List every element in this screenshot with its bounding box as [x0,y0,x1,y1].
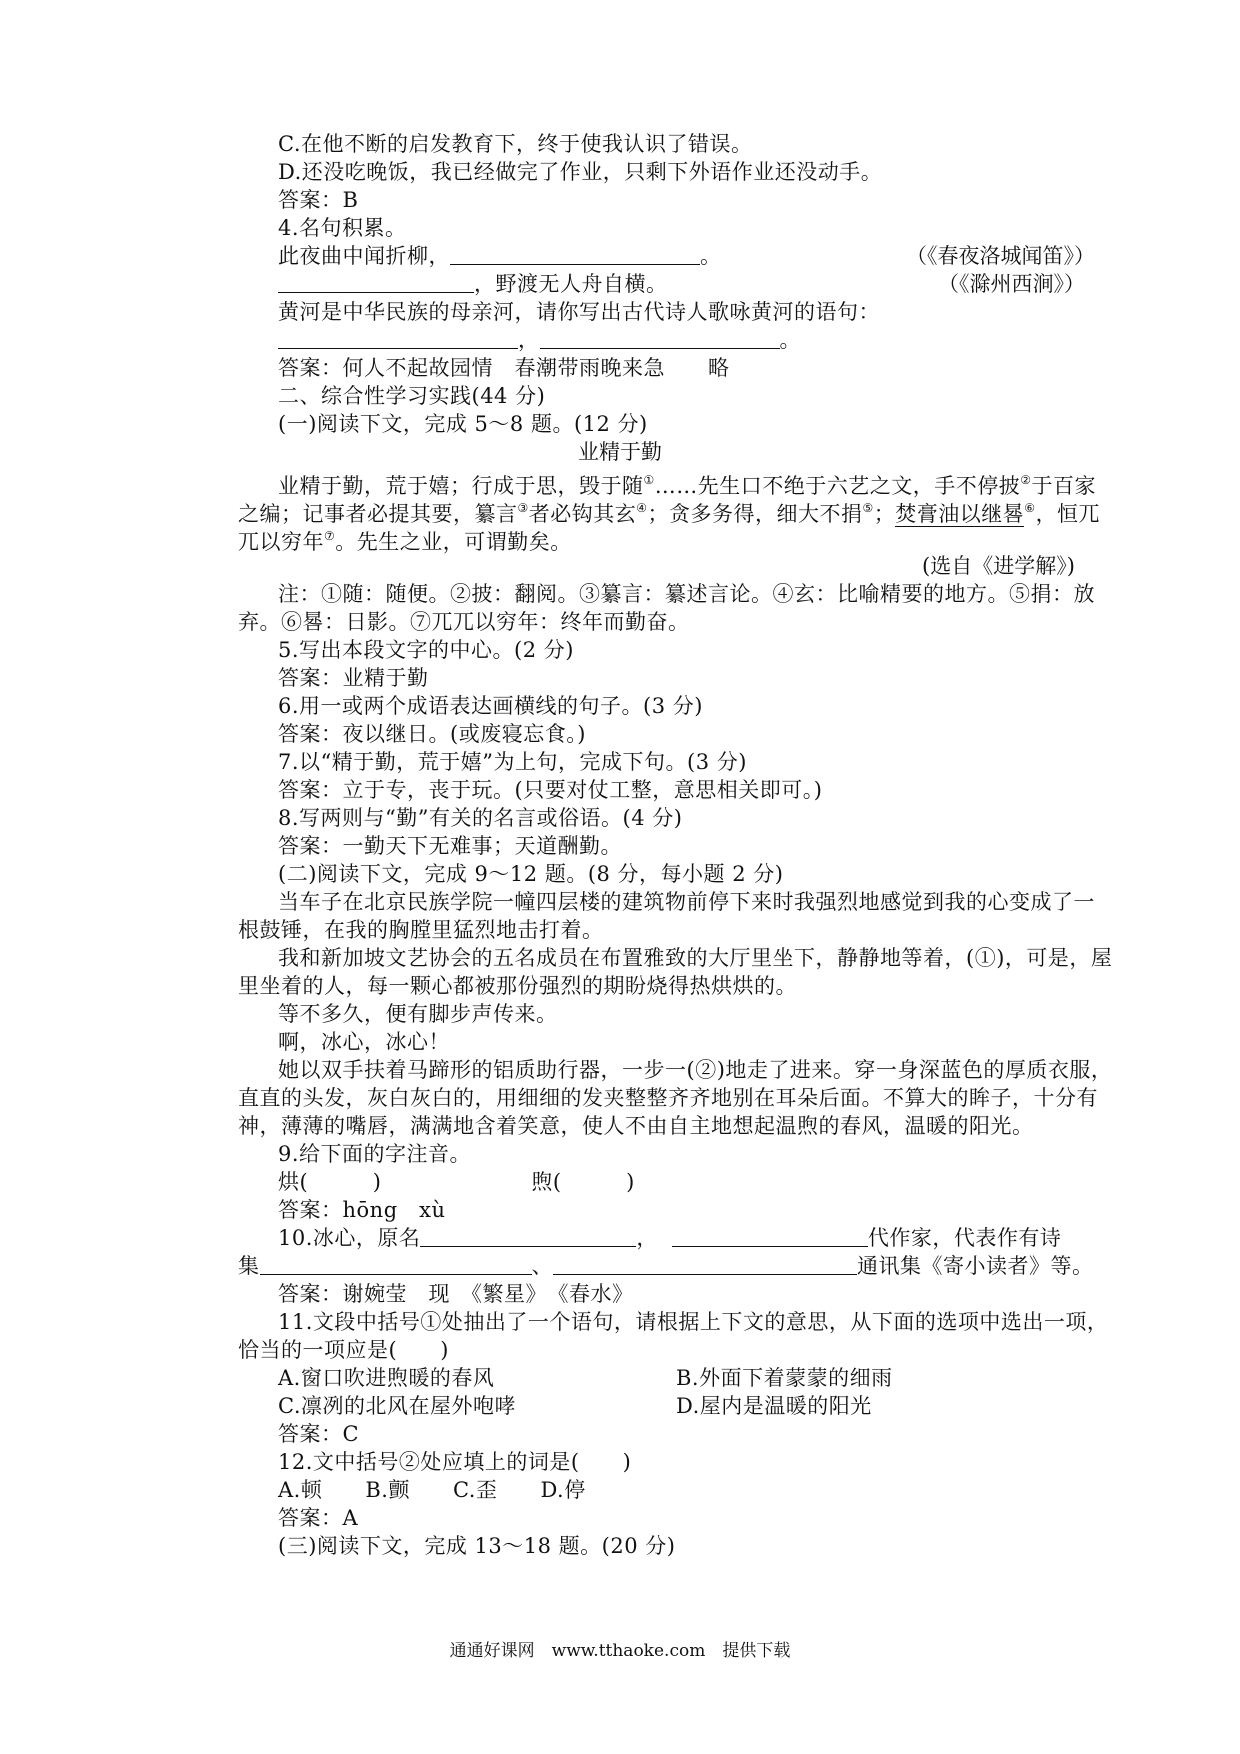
q4-answer: 答案：何人不起故园情 春潮带雨晚来急 略 [278,356,730,380]
q5-answer: 答案：业精于勤 [278,666,429,690]
q12: 12.文中括号②处应填上的词是( ) [278,1450,632,1474]
part2-p2-line2: 里坐着的人，每一颗心都被那份强烈的期盼烧得热烘烘的。 [238,974,797,998]
q7: 7.以“精于勤，荒于嬉”为上句，完成下句。(3 分) [278,750,747,774]
q4-blank-4[interactable] [540,328,780,349]
q3-option-c: C.在他不断的启发教育下，终于使我认识了错误。 [278,132,753,156]
q6: 6.用一或两个成语表达画横线的句子。(3 分) [278,694,703,718]
notes-line-1: 注：①随：随便。②披：翻阅。③纂言：纂述言论。④玄：比喻精要的地方。⑤捐：放 [278,582,1095,606]
part2-p5-line1: 她以双手扶着马蹄形的铝质助行器，一步一(②)地走了进来。穿一身深蓝色的厚质衣服， [278,1058,1113,1082]
passage-text: 之编；记事者必提其要，纂言 [238,502,518,526]
q11-option-a[interactable]: A.窗口吹进煦暖的春风 [278,1366,495,1390]
passage-text: ； [873,502,896,526]
q7-answer: 答案：立于专，丧于玩。(只要对仗工整，意思相关即可。) [278,778,823,802]
passage-text: ；贪多务得，细大不捐 [647,502,863,526]
q10-blank-era[interactable] [672,1226,868,1247]
part2-p1-line2: 根鼓锤，在我的胸膛里猛烈地击打着。 [238,918,604,942]
q12-answer: 答案：A [278,1506,359,1530]
q9-answer: 答案：hōng xù [278,1198,446,1222]
q11-option-b[interactable]: B.外面下着蒙蒙的细雨 [676,1366,893,1390]
q9: 9.给下面的字注音。 [278,1142,472,1166]
q3-option-d: D.还没吃晚饭，我已经做完了作业，只剩下外语作业还没动手。 [278,160,883,184]
passage-text: 者必钩其玄 [528,502,637,526]
note-marker: ③ [517,501,529,515]
passage-text: 业精于勤，荒于嬉；行成于思，毁于随 [278,474,644,498]
q10-blank-name[interactable] [420,1226,636,1247]
passage-line-3 [0,522,1240,556]
q4-source-2: （《滁州西涧》） [938,272,1085,296]
q10-text: 10.冰心，原名 [278,1226,421,1250]
notes-line-2: 弃。⑥晷：日影。⑦兀兀以穷年：终年而勤奋。 [238,610,690,634]
part3-intro: (三)阅读下文，完成 13～18 题。(20 分) [278,1534,676,1558]
q8-answer: 答案：一勤天下无难事；天道酬勤。 [278,834,622,858]
q3-answer: 答案：B [278,188,359,212]
q10-text: 通讯集《寄小读者》等。 [857,1254,1094,1278]
q10-text: 集 [238,1254,260,1278]
note-marker: ⑤ [862,501,874,515]
note-marker: ⑥ [1024,501,1036,515]
section-2-title: 二、综合性学习实践(44 分) [278,384,546,408]
passage-source: (选自《进学解》) [922,554,1075,578]
q11-option-c[interactable]: C.凛冽的北风在屋外咆哮 [278,1394,516,1418]
part2-intro: (二)阅读下文，完成 9～12 题。(8 分，每小题 2 分) [278,862,784,886]
q10-text: 、 [531,1254,553,1278]
q4-blank-1[interactable] [450,244,700,265]
q11-line1: 11.文段中括号①处抽出了一个语句，请根据上下文的意思，从下面的选项中选出一项， [278,1310,1109,1334]
q4-line2-suffix: ，野渡无人舟自横。 [474,272,668,296]
passage-title: 业精于勤 [578,440,662,464]
q4-line4 [0,326,1240,354]
q10-blank-work2[interactable] [553,1254,857,1275]
part2-p5-line3: 神，薄薄的嘴唇，满满地含着笑意，使人不由自主地想起温煦的春风，温暖的阳光。 [238,1114,1034,1138]
note-marker: ② [1020,473,1032,487]
part2-p4: 啊，冰心，冰心！ [278,1030,450,1054]
q4-line1-prefix: 此夜曲中闻折柳， [278,244,450,268]
q9-blanks [0,1168,1240,1196]
q4-line3: 黄河是中华民族的母亲河，请你写出古代诗人歌咏黄河的语句： [278,300,880,324]
q8: 8.写两则与“勤”有关的名言或俗语。(4 分) [278,806,683,830]
part2-p5-line2: 直直的头发，灰白灰白的，用细细的发夹整整齐齐地别在耳朵后面。不算大的眸子，十分有 [238,1086,1098,1110]
q10-text: ， [636,1226,658,1250]
note-marker: ① [643,473,655,487]
q4-blank-3[interactable] [278,328,518,349]
passage-text: ，恒兀 [1035,502,1101,526]
q11-line2: 恰当的一项应是( ) [238,1338,449,1362]
passage-text: 兀以穷年 [238,530,324,554]
passage-text: ……先生口不绝于六艺之文，手不停披 [654,474,1021,498]
part2-p3: 等不多久，便有脚步声传来。 [278,1002,558,1026]
q5: 5.写出本段文字的中心。(2 分) [278,638,574,662]
underlined-sentence: 焚膏油以继晷 [895,502,1025,526]
part2-p1-line1: 当车子在北京民族学院一幢四层楼的建筑物前停下来时我强烈地感觉到我的心变成了一 [278,890,1095,914]
q4-blank-2[interactable] [278,272,474,293]
q4-line4-end: 。 [779,328,801,352]
part2-p2-line1: 我和新加坡文艺协会的五名成员在布置雅致的大厅里坐下，静静地等着，(①)，可是，屋 [278,946,1113,970]
q10-answer: 答案：谢婉莹 现 《繁星》 《春水》 [278,1282,634,1306]
q4-line4-comma: ， [518,328,540,352]
q6-answer: 答案：夜以继日。(或废寝忘食。) [278,722,586,746]
q11-options-row1 [0,1364,1240,1392]
q9-blank-a[interactable]: 烘( ) [278,1170,382,1194]
passage-text: 。先生之业，可谓勤矣。 [335,530,572,554]
q9-blank-b[interactable]: 煦( ) [531,1170,635,1194]
q4-line1-suffix: 。 [700,244,722,268]
q10-text: 代作家，代表作有诗 [867,1226,1062,1250]
q10-blank-work1[interactable] [260,1254,532,1275]
note-marker: ④ [636,501,648,515]
q4-title: 4.名句积累。 [278,216,407,240]
note-marker: ⑦ [324,529,336,543]
q10-line1 [0,1224,1240,1252]
passage-text: 于百家 [1031,474,1097,498]
q4-source-1: （《春夜洛城闻笛》） [906,244,1095,268]
q11-answer: 答案：C [278,1422,360,1446]
q11-option-d[interactable]: D.屋内是温暖的阳光 [676,1394,872,1418]
q10-line2 [0,1252,1240,1280]
q11-options-row2 [0,1392,1240,1420]
part1-intro: (一)阅读下文，完成 5～8 题。(12 分) [278,412,648,436]
footer-credit: 通通好课网 www.tthaoke.com 提供下载 [449,1641,791,1661]
q12-options[interactable]: A.顿 B.颤 C.歪 D.停 [278,1478,586,1502]
